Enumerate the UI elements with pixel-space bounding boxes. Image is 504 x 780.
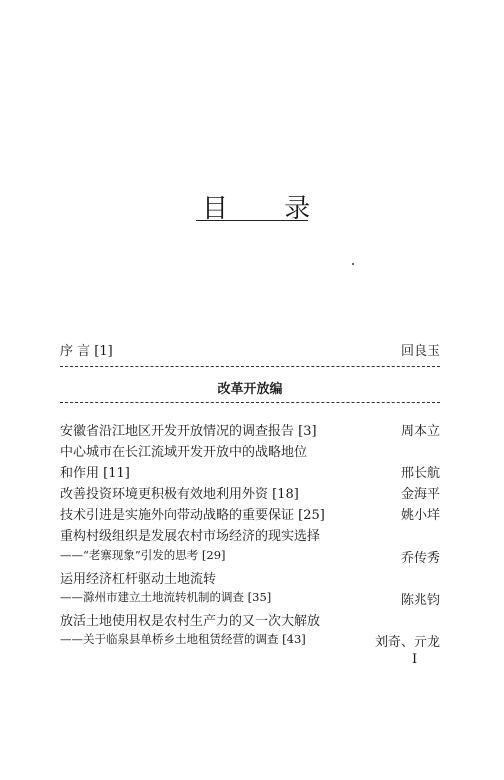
entry-author: 金海平 xyxy=(400,487,440,502)
toc-entry[interactable] xyxy=(60,441,440,460)
entry-author: 姚小垟 xyxy=(400,508,440,523)
entry-author: 陈兆钧 xyxy=(400,593,440,608)
toc-entry[interactable] xyxy=(60,504,440,523)
preface-label: 序 言 [1] xyxy=(60,344,113,359)
entry-title: 改善投资环境更积极有效地利用外资 [18] xyxy=(60,487,299,502)
entry-subtitle: ——关于临泉县单桥乡土地租赁经营的调查 [43] xyxy=(60,632,306,646)
entry-title: 安徽省沿江地区开发开放情况的调查报告 [3] xyxy=(60,424,317,439)
entry-author: 刘奇、亓龙 xyxy=(374,635,440,650)
page-number: I xyxy=(412,652,418,667)
title-underline xyxy=(196,220,308,221)
entry-title: 技术引进是实施外向带动战略的重要保证 [25] xyxy=(60,508,325,523)
toc-entry[interactable] xyxy=(60,547,440,566)
entry-title: 和作用 [11] xyxy=(60,466,130,481)
section-heading: 改革开放编 xyxy=(217,382,283,397)
page-title: 目 录 xyxy=(202,194,335,224)
entry-author: 周本立 xyxy=(400,424,440,439)
toc-entry[interactable] xyxy=(60,631,440,650)
divider-top xyxy=(60,366,440,367)
entry-title: 中心城市在长江流域开发开放中的战略地位 xyxy=(60,445,308,460)
toc-entry[interactable] xyxy=(60,589,440,608)
entry-subtitle: ——滁州市建立土地流转机制的调查 [35] xyxy=(60,590,272,604)
toc-entry[interactable] xyxy=(60,420,440,439)
toc-entry[interactable] xyxy=(60,525,440,544)
entry-title: 运用经济杠杆驱动土地流转 xyxy=(60,572,217,587)
entry-title: 重构村级组织是发展农村市场经济的现实选择 xyxy=(60,529,321,544)
toc-entry[interactable] xyxy=(60,483,440,502)
toc-entry[interactable] xyxy=(60,568,440,587)
toc-entry[interactable] xyxy=(60,610,440,629)
entry-title: 放活土地使用权是农村生产力的又一次大解放 xyxy=(60,614,321,629)
divider-bottom xyxy=(60,402,440,403)
entry-subtitle: ——“老寨现象”引发的思考 [29] xyxy=(60,548,226,562)
entry-author: 邢长航 xyxy=(400,466,440,481)
preface-entry[interactable] xyxy=(60,340,440,359)
entry-author: 乔传秀 xyxy=(400,551,440,566)
speck xyxy=(352,263,354,265)
preface-author: 回良玉 xyxy=(400,344,440,359)
toc-entry[interactable] xyxy=(60,462,440,481)
